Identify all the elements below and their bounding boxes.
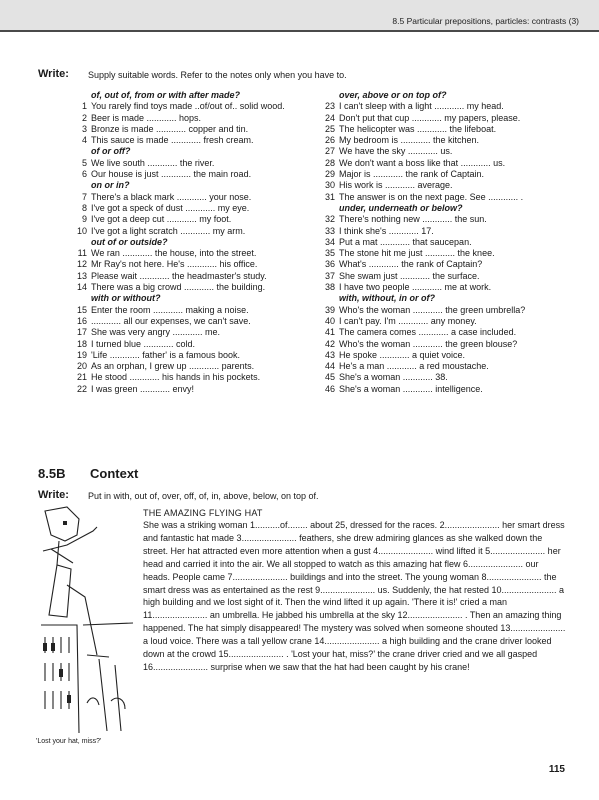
exercise-item — [318, 180, 525, 191]
item-text: Mr Ray's not here. He's ............ his office. — [91, 259, 258, 270]
item-text: 'Life ............ father' is a famous book. — [91, 349, 241, 360]
item-number: 30 — [324, 180, 335, 191]
item-text: I have two people ............ me at work. — [339, 282, 492, 293]
item-number: 3 — [81, 123, 87, 134]
item-number: 25 — [324, 123, 335, 134]
item-text: I've got a speck of dust ............ my eye. — [91, 202, 250, 213]
exercise-item — [318, 237, 525, 248]
item-text: We don't want a boss like that ............ us. — [339, 157, 506, 168]
item-text: The camera comes ............ a case included. — [339, 327, 517, 338]
item-text: She's a woman ............ intelligence. — [339, 383, 483, 394]
item-number: 35 — [324, 248, 335, 259]
exercise-item — [70, 350, 285, 361]
item-text: What's ............ the rank of Captain? — [339, 259, 483, 270]
item-number: 37 — [324, 270, 335, 281]
item-text: Put a mat ............ that saucepan. — [339, 236, 472, 247]
exercise-item — [70, 316, 285, 327]
item-text: Major is ............ the rank of Captain. — [339, 169, 485, 180]
item-text: I can't pay. I'm ............ any money. — [339, 315, 477, 326]
header-title: 8.5 Particular prepositions, particles: contrasts (3) — [392, 16, 579, 26]
exercise-item — [318, 146, 525, 157]
exercise-item — [70, 158, 285, 169]
item-text: I turned blue ............ cold. — [91, 338, 196, 349]
exercise-item — [318, 350, 525, 361]
exercise-item — [70, 169, 285, 180]
exercise-item — [70, 259, 285, 270]
exercise-item — [318, 135, 525, 146]
item-number: 11 — [77, 248, 87, 259]
item-number: 41 — [324, 327, 335, 338]
item-text: He spoke ............ a quiet voice. — [339, 349, 466, 360]
exercise-item — [70, 113, 285, 124]
item-number: 27 — [324, 146, 335, 157]
exercise-a-instruction: Supply suitable words. Refer to the notes only when you have to. — [88, 70, 347, 80]
exercise-item — [318, 372, 525, 383]
item-text: I think she's ............ 17. — [339, 225, 434, 236]
exercise-item — [318, 192, 525, 203]
item-text: There's nothing new ............ the sun. — [339, 214, 487, 225]
item-text: Please wait ............ the headmaster's study. — [91, 270, 267, 281]
exercise-item — [70, 135, 285, 146]
item-text: He stood ............ his hands in his pockets. — [91, 372, 261, 383]
exercise-heading: out of or outside? — [91, 236, 168, 247]
item-text: His work is ............ average. — [339, 180, 453, 191]
item-number: 14 — [76, 282, 87, 293]
story-title: THE AMAZING FLYING HAT — [143, 508, 263, 518]
exercise-heading: with or without? — [91, 293, 161, 304]
item-number: 8 — [81, 202, 87, 213]
item-text: My bedroom is ............ the kitchen. — [339, 135, 480, 146]
exercise-item — [70, 327, 285, 338]
exercise-item — [318, 305, 525, 316]
exercise-item — [70, 124, 285, 135]
item-text: Don't put that cup ............ my papers, please. — [339, 112, 521, 123]
item-number: 33 — [324, 225, 335, 236]
exercise-item — [70, 339, 285, 350]
exercise-item — [318, 384, 525, 395]
item-text: I've got a deep cut ............ my foot. — [91, 214, 232, 225]
exercise-item — [70, 305, 285, 316]
cartoon-illustration — [37, 505, 135, 733]
exercise-item — [318, 226, 525, 237]
exercise-item — [318, 327, 525, 338]
exercise-item — [70, 372, 285, 383]
item-number: 36 — [324, 259, 335, 270]
item-text: He's a man ............ a red moustache. — [339, 361, 489, 372]
write-label-a: Write: — [38, 68, 69, 80]
exercise-item — [318, 248, 525, 259]
item-number: 16 — [76, 315, 87, 326]
item-number: 44 — [324, 361, 335, 372]
write-label-b: Write: — [38, 489, 69, 501]
section-number: 8.5B — [38, 466, 66, 481]
item-text: I was green ............ envy! — [91, 383, 195, 394]
item-text: She swam just ............ the surface. — [339, 270, 480, 281]
item-text: This sauce is made ............ fresh cream. — [91, 135, 254, 146]
exercise-item — [70, 226, 285, 237]
item-text: We live south ............ the river. — [91, 157, 215, 168]
item-number: 9 — [81, 214, 87, 225]
item-text: ............ all our expenses, we can't save. — [91, 315, 251, 326]
exercise-item — [318, 113, 525, 124]
item-text: There's a black mark ............ your nose. — [91, 191, 252, 202]
item-number: 23 — [324, 101, 335, 112]
exercise-item — [70, 271, 285, 282]
exercise-item — [70, 203, 285, 214]
item-number: 38 — [324, 282, 335, 293]
item-number: 7 — [81, 191, 87, 202]
exercise-item — [318, 282, 525, 293]
item-number: 22 — [76, 383, 87, 394]
item-number: 46 — [324, 383, 335, 394]
exercise-item — [318, 158, 525, 169]
exercise-item — [70, 192, 285, 203]
item-text: Beer is made ............ hops. — [91, 112, 202, 123]
item-number: 28 — [324, 157, 335, 168]
item-text: Our house is just ............ the main road. — [91, 169, 252, 180]
item-text: You rarely find toys made ..of/out of.. solid wood. — [91, 101, 285, 112]
exercise-heading: of, out of, from or with after made? — [91, 90, 240, 100]
item-number: 17 — [76, 327, 87, 338]
exercise-heading: under, underneath or below? — [339, 202, 463, 213]
item-number: 21 — [76, 372, 87, 383]
page-number: 115 — [548, 764, 565, 775]
item-number: 43 — [324, 349, 335, 360]
exercise-item — [318, 169, 525, 180]
item-text: We ran ............ the house, into the street. — [91, 248, 257, 259]
exercise-item — [70, 282, 285, 293]
item-text: Who's the woman ............ the green umbrella? — [339, 304, 526, 315]
item-number: 2 — [81, 112, 87, 123]
item-text: Enter the room ............ making a noise. — [91, 304, 249, 315]
item-number: 24 — [324, 112, 335, 123]
item-number: 12 — [76, 259, 87, 270]
story-paragraph: She was a striking woman 1..........of........ about 25, dressed for the races. 2...................... her smart dress and fantastic hat made 3...................... feathers, she drew admiring glances as she walked down the street. Her hat attracted even more attention when a gust 4...................... wind lifted it 5...................... her head and carried it into the air. We all stopped to watch as this amazing hat flew 6...................... our heads. People came 7...................... buildings and into the street. The young woman 8...................... the smart dress was as entertained as the rest 9...................... us. Suddenly, the hat rested 10...................... a high building and we lost sight of it. Then the wind lifted it up again. 'There it is!' cried a man 11...................... an umbrella. He jabbed his umbrella at the sky 12...................... . Then an amazing thing happened. The hat simply disappeared! The mystery was solved when someone shouted 13...................... a loud voice. There was a tall yellow crane 14...................... a high building and the crane driver looked down at the crowd 15...................... . 'Lost your hat, miss?' the crane driver cried and we all gasped 16...................... surprise when we saw that the hat had been caught by his crane! — [143, 520, 566, 672]
right-column — [318, 90, 525, 395]
exercise-heading: of or off? — [91, 146, 131, 157]
exercise-item — [70, 101, 285, 112]
item-text: Bronze is made ............ copper and tin. — [91, 123, 249, 134]
item-number: 34 — [324, 236, 335, 247]
exercise-item — [70, 384, 285, 395]
exercise-item — [318, 214, 525, 225]
item-text: Who's the woman ............ the green blouse? — [339, 338, 518, 349]
item-text: She's a woman ............ 38. — [339, 372, 448, 383]
item-text: As an orphan, I grew up ............ parents. — [91, 361, 255, 372]
item-text: I've got a light scratch ............ my arm. — [91, 225, 246, 236]
item-text: She was very angry ............ me. — [91, 327, 221, 338]
item-number: 19 — [76, 349, 87, 360]
exercise-item — [70, 361, 285, 372]
cartoon-caption: 'Lost your hat, miss?' — [36, 738, 102, 745]
item-text: We have the sky ............ us. — [339, 146, 453, 157]
story-text — [143, 519, 568, 674]
item-number: 1 — [81, 101, 87, 112]
item-number: 26 — [324, 135, 335, 146]
item-number: 6 — [81, 169, 87, 180]
item-number: 18 — [76, 338, 87, 349]
item-number: 42 — [324, 338, 335, 349]
item-text: There was a big crowd ............ the building. — [91, 282, 266, 293]
exercise-item — [318, 339, 525, 350]
exercise-item — [318, 361, 525, 372]
item-text: The answer is on the next page. See ............ . — [339, 191, 524, 202]
item-number: 13 — [76, 270, 87, 281]
exercise-item — [318, 259, 525, 270]
item-number: 31 — [324, 191, 335, 202]
item-number: 15 — [76, 304, 87, 315]
exercise-item — [318, 101, 525, 112]
item-number: 32 — [324, 214, 335, 225]
item-text: The helicopter was ............ the lifeboat. — [339, 123, 497, 134]
exercise-item — [318, 316, 525, 327]
item-text: I can't sleep with a light ............ my head. — [339, 101, 504, 112]
exercise-item — [70, 214, 285, 225]
exercise-heading: on or in? — [91, 180, 130, 191]
item-number: 20 — [76, 361, 87, 372]
exercise-item — [318, 271, 525, 282]
item-number: 4 — [81, 135, 87, 146]
item-text: The stone hit me just ............ the knee. — [339, 248, 495, 259]
item-number: 45 — [324, 372, 335, 383]
exercise-item — [70, 248, 285, 259]
item-number: 10 — [76, 225, 87, 236]
header-bar — [0, 0, 599, 32]
exercise-heading: with, without, in or of? — [339, 293, 435, 304]
item-number: 5 — [81, 157, 87, 168]
section-b-title — [38, 466, 138, 481]
item-number: 40 — [324, 315, 335, 326]
exercise-item — [318, 124, 525, 135]
section-name: Context — [90, 466, 139, 481]
section-b-instruction: Put in with, out of, over, off, of, in, above, below, on top of. — [88, 491, 319, 501]
left-column — [70, 90, 285, 395]
item-number: 29 — [324, 169, 335, 180]
item-number: 39 — [324, 304, 335, 315]
exercise-heading: over, above or on top of? — [339, 90, 447, 100]
